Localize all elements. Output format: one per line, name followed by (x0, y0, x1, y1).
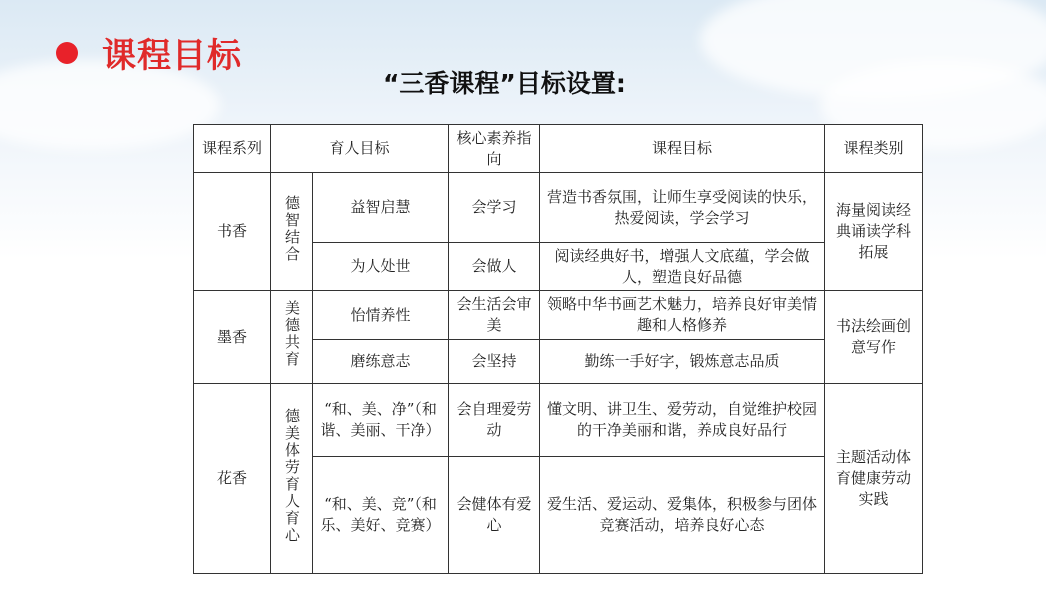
series-cell: 花香 (194, 384, 271, 574)
course-goal-cell: 领略中华书画艺术魅力，培养良好审美情趣和人格修养 (540, 291, 825, 339)
group-cell (271, 291, 313, 384)
red-bullet-icon (56, 42, 78, 64)
series-cell: 墨香 (194, 291, 271, 384)
literacy-cell: 会自理爱劳动 (449, 384, 540, 457)
goal-cell: “和、美、净”（和谐、美丽、干净） (313, 384, 449, 457)
course-goal-cell: 懂文明、讲卫生、爱劳动，自觉维护校园的干净美丽和谐，养成良好品行 (540, 384, 825, 457)
category-cell: 书法绘画创意写作 (825, 291, 923, 384)
literacy-cell: 会做人 (449, 243, 540, 291)
header-course-goal: 课程目标 (540, 125, 825, 173)
slide-header (56, 28, 242, 77)
group-text: 美德共育 (283, 300, 301, 369)
header-course-category: 课程类别 (825, 125, 923, 173)
goal-cell: 益智启慧 (313, 173, 449, 243)
literacy-cell: 会坚持 (449, 339, 540, 383)
slide-title: 课程目标 (102, 36, 242, 76)
course-goal-cell: 爱生活、爱运动、爱集体，积极参与团体竞赛活动，培养良好心态 (540, 456, 825, 573)
group-text: 德美体劳育人育心 (283, 407, 301, 544)
series-cell: 书香 (194, 173, 271, 291)
table-header-row (194, 125, 923, 173)
header-education-goal: 育人目标 (271, 125, 449, 173)
course-goals-table (193, 124, 923, 574)
category-cell: 海量阅读经典诵读学科拓展 (825, 173, 923, 291)
table-row (194, 173, 923, 243)
group-cell (271, 384, 313, 574)
category-cell: 主题活动体育健康劳动实践 (825, 384, 923, 574)
literacy-cell: 会生活会审美 (449, 291, 540, 339)
course-goal-cell: 阅读经典好书，增强人文底蕴，学会做人，塑造良好品德 (540, 243, 825, 291)
group-cell (271, 173, 313, 291)
literacy-cell: 会学习 (449, 173, 540, 243)
literacy-cell: 会健体有爱心 (449, 456, 540, 573)
slide-subtitle: “三香课程”目标设置: (383, 69, 626, 98)
group-text: 德智结合 (283, 194, 301, 263)
goal-cell: 怡情养性 (313, 291, 449, 339)
course-goal-cell: 营造书香氛围，让师生享受阅读的快乐，热爱阅读，学会学习 (540, 173, 825, 243)
goal-cell: 磨练意志 (313, 339, 449, 383)
header-series: 课程系列 (194, 125, 271, 173)
course-goal-cell: 勤练一手好字，锻炼意志品质 (540, 339, 825, 383)
table-row (194, 384, 923, 457)
header-core-literacy: 核心素养指向 (449, 125, 540, 173)
goal-cell: 为人处世 (313, 243, 449, 291)
table-row (194, 291, 923, 339)
goal-cell: “和、美、竞”（和乐、美好、竞赛） (313, 456, 449, 573)
